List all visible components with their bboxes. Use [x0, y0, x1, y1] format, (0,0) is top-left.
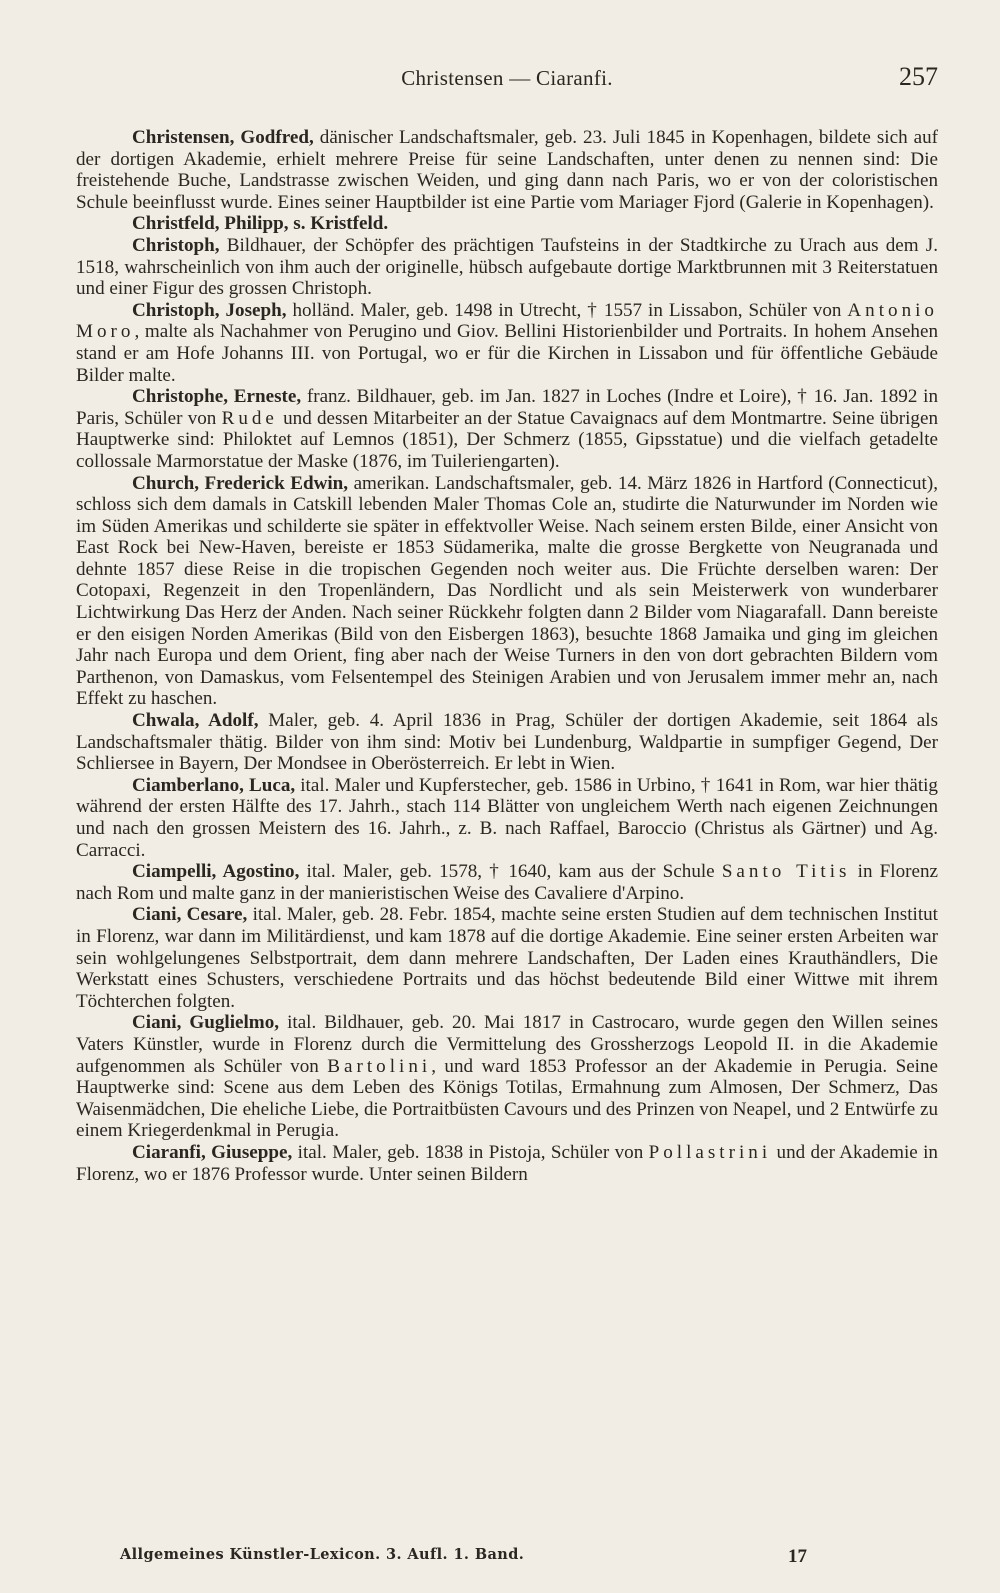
entry-text: ital. Maler, geb. 1838 in Pistoja, Schüler von — [292, 1141, 649, 1163]
entry-text: ital. Maler, geb. 28. Febr. 1854, machte seine ersten Studien auf dem technischen Institut in Florenz, war dann im Militärdienst, und kam 1878 auf die dortige Akademie. Eine seiner ersten Arbeiten war sein wohlgelungenes Selbstportrait, dem dann mehrere Landschaften, Der Laden eines Krauthändlers, Die Werkstatt eines Schusters, verschiedene Portraits und das höchst bedeutende Bild einer Wittwe mit ihrem Töchterchen folgten. — [76, 904, 938, 1012]
entry-text: ital. Maler und Kupferstecher, geb. 1586 in Urbino, † 1641 in Rom, war hier thätig während der ersten Hälfte des 17. Jahrh., stach 114 Blätter von ungleichem Werth nach eigenen Zeichnungen und nach den grossen Meistern des 16. Jahrh., z. B. nach Raffael, Baroccio (Christus als Gärtner) und Ag. Carracci. — [76, 774, 938, 861]
sheet-number: 17 — [788, 1546, 807, 1567]
running-head: Christensen — Ciaranfi. — [401, 66, 613, 90]
entry-name: Ciamberlano, Luca, — [132, 774, 296, 796]
entry-christfeld — [76, 213, 938, 235]
entry-text: Bildhauer, der Schöpfer des prächtigen Taufsteins in der Stadtkirche zu Urach aus dem J. 1518, wahrscheinlich von ihm auch der originelle, hübsch aufgebaute dortige Marktbrunnen mit 3 Reiterstatuen und einer Figur des grossen Christoph. — [76, 234, 938, 300]
entry-name: Christoph, — [132, 234, 220, 256]
entry-christophe — [76, 386, 938, 472]
entry-text: , malte als Nachahmer von Perugino und Giov. Bellini Historienbilder und Portraits. In hohem Ansehen stand er am Hofe Johanns III. von Portugal, wo er für die Kirchen in Lissabon und für öffentliche Gebäude Bilder malte. — [76, 321, 938, 386]
teacher-name: Bartolini — [327, 1055, 432, 1077]
entry-text: , und ward 1853 Professor an der Akademie in Perugia. Seine Hauptwerke sind: Scene aus dem Leben des Königs Totilas, Ermahnung zum Almosen, Der Schmerz, Das Waisenmädchen, Die eheliche Liebe, die Portraitbüsten Cavours und des Prinzen von Neapel, und 2 Entwürfe zu einem Kriegerdenkmal in Perugia. — [76, 1055, 938, 1142]
entry-ciani-guglielmo — [76, 1012, 938, 1142]
entry-name: Ciani, Cesare, — [132, 904, 248, 926]
entry-name: Christensen, Godfred, — [132, 127, 314, 148]
entry-ciamberlano — [76, 775, 938, 861]
page-footer — [120, 1544, 938, 1572]
entry-text: franz. Bildhauer, geb. im Jan. 1827 in Loches (Indre et Loire), † 16. Jan. 1892 in Paris, Schüler von — [76, 386, 938, 429]
entry-ciampelli — [76, 861, 938, 904]
entry-name: Christophe, Erneste, — [132, 386, 302, 408]
teacher-name: Rude — [221, 407, 278, 429]
entry-text: holländ. Maler, geb. 1498 in Utrecht, † 1557 in Lissabon, Schüler von — [286, 299, 848, 321]
entry-christensen — [76, 127, 938, 213]
entry-ciani-cesare — [76, 904, 938, 1012]
entry-name: Ciampelli, Agostino, — [132, 861, 300, 883]
teacher-name: Pollastrini — [648, 1141, 772, 1163]
entry-text: amerikan. Landschaftsmaler, geb. 14. März 1826 in Hartford (Connecticut), schloss sich dem damals in Catskill lebenden Maler Thomas Cole an, studirte die Naturwunder im Norden wie im Süden Amerikas und schilderte sie später in effektvoller Weise. Nach seinem ersten Bilde, einer Ansicht von East Rock bei New-Haven, bereiste er 1853 Südamerika, malte die grosse Bergkette von Neugranada und dehnte 1857 diese Reise in die tropischen Gegenden noch weiter aus. Die Früchte derselben waren: Der Cotopaxi, Regenzeit in den Tropenländern, Das Nordlicht und als sein Meisterwerk von wunderbarer Lichtwirkung Das Herz der Anden. Nach seiner Rückkehr folgten dann 2 Bilder vom Niagarafall. Dann bereiste er den eisigen Norden Amerikas (Bild von den Eisbergen 1863), besuchte 1868 Jamaika und ging im gleichen Jahr nach Europa und dem Orient, fing aber nach der Weise Turners in den von dort gebrachten Bildern vom Parthenon, von Damaskus, vom Felsentempel des Steinigen Arabien und von Jerusalem immer mehr an, nach Effekt zu haschen. — [76, 472, 938, 710]
entry-chwala — [76, 710, 938, 775]
teacher-name: Santo Titis — [721, 861, 851, 883]
entry-name: Chwala, Adolf, — [132, 710, 259, 732]
entry-text: ital. Maler, geb. 1578, † 1640, kam aus der Schule — [299, 861, 722, 883]
entry-christoph-joseph — [76, 300, 938, 386]
entry-name: Ciaranfi, Giuseppe, — [132, 1141, 293, 1163]
footer-signature: Allgemeines Künstler-Lexicon. 3. Aufl. 1. Band. — [120, 1546, 525, 1563]
entry-text: und der Akademie in Florenz, wo er 1876 Professor wurde. Unter seinen Bildern — [76, 1141, 938, 1185]
entry-text: in Florenz nach Rom und malte ganz in der manieristischen Weise des Cavaliere d'Arpino. — [76, 861, 938, 904]
entry-christoph — [76, 235, 938, 300]
entry-church — [76, 473, 938, 711]
entry-text: Maler, geb. 4. April 1836 in Prag, Schüler der dortigen Akademie, seit 1864 als Landschaftsmaler thätig. Bilder von ihm sind: Motiv bei Lundenburg, Waldpartie in sumpfiger Gegend, Der Schliersee in Bayern, Der Mondsee in Oberösterreich. Er lebt in Wien. — [76, 710, 938, 775]
page-header — [76, 62, 938, 102]
page-number: 257 — [899, 62, 938, 91]
entry-name: Christoph, Joseph, — [132, 299, 287, 321]
entry-text: ital. Bildhauer, geb. 20. Mai 1817 in Castrocaro, wurde gegen den Willen seines Vaters Künstler, wurde in Florenz durch die Vermittelung des Grossherzogs Leopold II. in die Akademie aufgenommen als Schüler von — [76, 1012, 939, 1077]
entry-name: Church, Frederick Edwin, — [132, 472, 349, 494]
entry-text: dänischer Landschaftsmaler, geb. 23. Juli 1845 in Kopenhagen, bildete sich auf der dortigen Akademie, erhielt mehrere Preise für seine Landschaften, unter denen zu nennen sind: Die freistehende Buche, Landstrasse zwischen Weiden, und ging dann nach Paris, wo er von der coloristischen Schule beeinflusst wurde. Eines seiner Hauptbilder ist eine Partie vom Mariager Fjord (Galerie in Kopenhagen). — [76, 127, 939, 213]
entry-name: Christfeld, Philipp, s. Kristfeld. — [132, 213, 389, 235]
lexicon-entries — [76, 127, 938, 1185]
entry-name: Ciani, Guglielmo, — [132, 1012, 280, 1034]
entry-ciaranfi — [76, 1142, 938, 1185]
entry-text: und dessen Mitarbeiter an der Statue Cavaignacs auf dem Montmartre. Seine übrigen Hauptwerke sind: Philoktet auf Lemnos (1851), Der Schmerz (1855, Gipsstatue) und die vielfach getadelte collossale Marmorstatue der Maske (1876, im Tuileriengarten). — [76, 407, 938, 472]
teacher-name: Antonio Moro — [76, 299, 938, 343]
